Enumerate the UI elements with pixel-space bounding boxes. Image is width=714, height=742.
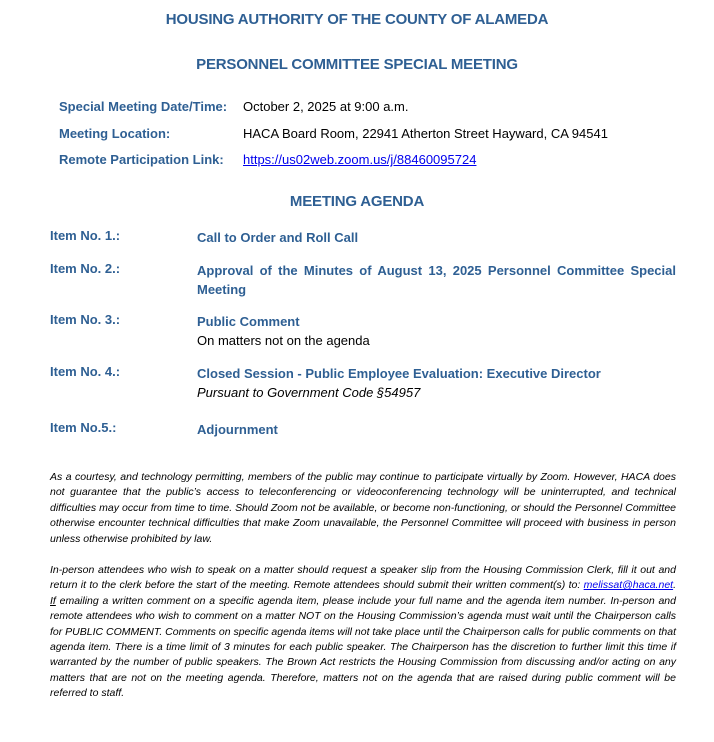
notice-text: emailing a written comment on a specific agenda item, please include your full name and the agenda item number. In-person and remote attendees who wish to comment on a matter NOT on the Housing Commission’s agenda must wait until the Chairperson calls for PUBLIC COMMENT. Comments on specific agenda items will not take place until the Chairperson calls for public comments on that agenda item. There is a time limit of 3 minutes for each public speaker. The Chairperson has the discretion to further limit this time if warranted by the number of public speakers. The Brown Act restricts the Housing Commission from discussing and/or acting on any matters that are not on the meeting agenda. Therefore, matters not on the agenda that are raised during public comment will be referred to staff.	[50, 594, 676, 700]
zoom-notice-paragraph: As a courtesy, and technology permitting, members of the public may continue to participate virtually by Zoom. However, HACA does not guarantee that the public’s access to teleconferencing or videoconferencing technology will be uninterrupted, and technical difficulties may occur from time to time. Should Zoom not be available, or become non-functioning, or should the Personnel Committee otherwise encounter technical difficulties that make Zoom unavailable, the Personnel Committee will proceed with business in person unless otherwise prohibited by law.	[50, 471, 676, 545]
agenda-item-title: Adjournment	[197, 422, 278, 437]
agenda-item	[50, 261, 676, 299]
agenda-item	[50, 228, 676, 247]
agenda-heading: MEETING AGENDA	[289, 193, 425, 210]
notice-text: .	[673, 579, 676, 592]
agenda-item-title: Closed Session - Public Employee Evaluation: Executive Director	[197, 366, 601, 381]
notice-text: If	[50, 594, 56, 607]
meeting-date-row	[59, 99, 409, 114]
meeting-date-label: Special Meeting Date/Time:	[59, 99, 228, 114]
agenda-item-subtitle: Pursuant to Government Code §54957	[197, 385, 421, 400]
remote-link-row	[59, 152, 476, 167]
agenda-item	[50, 312, 676, 350]
agenda-item-number: Item No. 4.:	[50, 364, 121, 379]
agenda-item	[50, 364, 676, 402]
agenda-item-number: Item No. 3.:	[50, 312, 121, 327]
meeting-location-label: Meeting Location:	[59, 126, 171, 141]
meeting-location-row	[59, 126, 608, 141]
agenda-item-title: Call to Order and Roll Call	[197, 230, 359, 245]
agenda-item-title: Public Comment	[197, 314, 300, 329]
remote-link-label: Remote Participation Link:	[59, 152, 224, 167]
meeting-date-value: October 2, 2025 at 9:00 a.m.	[243, 99, 409, 114]
clerk-email-link[interactable]: melissat@haca.net	[583, 579, 674, 592]
public-comment-notice-paragraph	[50, 563, 676, 702]
agenda-item-title: Approval of the Minutes of August 13, 2025 Personnel Committee Special Meeting	[197, 263, 676, 297]
agenda-item-number: Item No. 1.:	[50, 228, 121, 243]
agenda-item-number: Item No.5.:	[50, 420, 117, 435]
notice-text: In-person attendees who wish to speak on a matter should request a speaker slip from the Housing Commission Clerk, fill it out and return it to the clerk before the start of the meeting. Remote attendees should submit their written comment(s) to:	[50, 564, 676, 592]
agenda-item-subtitle: On matters not on the agenda	[197, 333, 370, 348]
agenda-item-number: Item No. 2.:	[50, 261, 121, 276]
meeting-title: PERSONNEL COMMITTEE SPECIAL MEETING	[196, 56, 518, 73]
meeting-location-value: HACA Board Room, 22941 Atherton Street Hayward, CA 94541	[243, 126, 608, 141]
remote-participation-link[interactable]: https://us02web.zoom.us/j/88460095724	[243, 152, 477, 167]
agenda-item	[50, 420, 676, 439]
organization-title: HOUSING AUTHORITY OF THE COUNTY OF ALAMEDA	[165, 11, 549, 28]
